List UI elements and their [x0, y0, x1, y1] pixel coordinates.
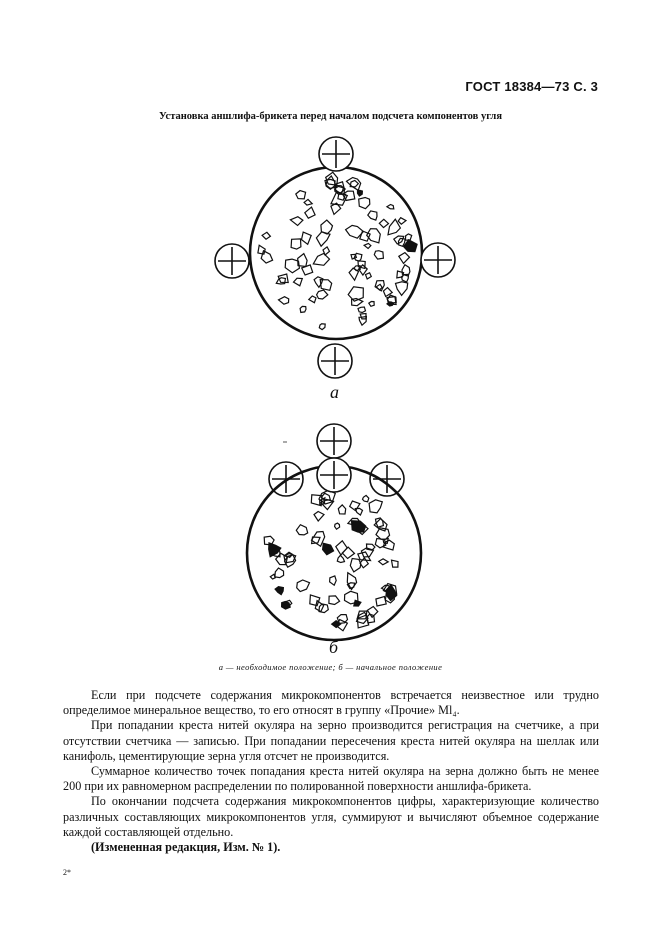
grain: [398, 218, 406, 225]
grain: [323, 247, 330, 255]
grain: [300, 306, 306, 312]
grain: [258, 245, 265, 254]
grain: [399, 253, 410, 264]
crosshair-top-a: [319, 137, 353, 171]
grain: [326, 172, 338, 185]
dark-grain: [404, 240, 418, 252]
paragraph-2: При попадании креста нитей окуляра на зерно производится регистрация на счетчике, а при отсутствии счетчика — записью. При попадании пересечения креста нитей окуляра на шеллак или канифоль, цементирующие зерна угля отсчет не производится.: [63, 718, 599, 763]
grain: [379, 219, 388, 227]
grain: [294, 278, 303, 286]
grain: [336, 541, 347, 555]
crosshair-bottom-a: [318, 344, 352, 378]
page-mark: 2*: [63, 868, 71, 877]
grain: [338, 505, 345, 514]
grain: [302, 232, 312, 244]
figure-caption: а — необходимое положение; б — начальное положение: [218, 662, 443, 672]
grain: [350, 559, 361, 572]
grain: [313, 254, 329, 266]
grain: [337, 555, 344, 562]
crosshair-left-a: [215, 244, 249, 278]
grain: [305, 207, 315, 218]
grain: [347, 583, 354, 589]
grain: [296, 525, 307, 535]
amendment-note: (Измененная редакция, Изм. № 1).: [91, 840, 281, 855]
grain: [358, 261, 365, 269]
grain: [290, 217, 303, 226]
grain: [396, 282, 408, 296]
grain: [387, 205, 394, 209]
grain: [321, 499, 334, 509]
grain: [376, 528, 390, 540]
grain: [369, 500, 382, 513]
grain: [359, 317, 366, 326]
dark-grain: [282, 602, 291, 610]
grain: [376, 597, 386, 607]
grains-a: [258, 172, 417, 329]
grain: [270, 574, 275, 579]
grain: [345, 591, 359, 604]
grain: [262, 232, 270, 239]
dark-grain: [323, 543, 334, 555]
grain: [276, 278, 285, 284]
grain: [329, 596, 340, 605]
figure-label-a: а: [330, 382, 339, 402]
grain: [368, 211, 377, 220]
crosshair-center-b: [317, 458, 351, 492]
grain: [314, 277, 323, 288]
grain: [363, 495, 369, 501]
grain: [296, 191, 306, 199]
grain: [314, 512, 324, 522]
body-text: [63, 688, 599, 855]
grain: [351, 254, 356, 259]
grain: [279, 297, 289, 305]
grain: [366, 273, 372, 279]
dark-grain: [358, 190, 363, 196]
crosshair-right-b: [370, 462, 404, 496]
grain: [309, 296, 316, 303]
grain: [364, 243, 371, 248]
grain: [349, 268, 358, 280]
grain: [310, 595, 320, 606]
grain: [392, 560, 399, 567]
grain: [379, 559, 389, 565]
grain: [342, 547, 354, 558]
grain: [297, 580, 310, 592]
grain: [337, 615, 347, 624]
grain: [304, 199, 312, 205]
paragraph-3: Суммарное количество точек попадания креста нитей окуляра на зерна должно быть не менее 200 при их равномерном распределении по полированной поверхности аншлифа-брикета.: [63, 764, 599, 794]
grain: [330, 576, 337, 585]
diagram-b: [247, 424, 421, 640]
grain: [358, 307, 366, 313]
grain: [321, 220, 333, 234]
crosshair-left-b: [269, 462, 303, 496]
grain: [350, 501, 360, 511]
paragraph-4: По окончании подсчета содержания микрокомпонентов цифры, характеризующие количество различных составляющих микрокомпонентов угля, суммируют и вычисляют объемное содержание каждой составляющей отдельно.: [63, 794, 599, 839]
grain: [312, 537, 320, 544]
document-header: ГОСТ 18384—73 С. 3: [465, 79, 598, 94]
grain: [369, 302, 374, 307]
paragraph-1: Если при подсчете содержания микрокомпонентов встречается неизвестное или трудно определимое минеральное вещество, то его относят в группу «Прочие» Ml₄.: [63, 688, 599, 718]
crosshair-right-a: [421, 243, 455, 277]
grain: [317, 290, 328, 299]
grain: [376, 284, 382, 290]
dark-grain: [275, 587, 283, 595]
grain: [319, 324, 325, 330]
grain: [291, 239, 301, 249]
grain: [374, 251, 383, 259]
grain: [275, 568, 284, 578]
grain: [367, 229, 381, 243]
figure-title: Установка аншлифа-брикета перед началом подсчета компонентов угля: [158, 111, 502, 122]
diagram-a: [215, 137, 455, 378]
grain: [261, 251, 272, 263]
grain: [397, 271, 404, 278]
figure-label-b: б: [329, 637, 339, 657]
grain: [359, 198, 370, 209]
grain: [335, 523, 340, 529]
crosshair-top-b: [317, 424, 351, 458]
grains-b: [264, 490, 398, 631]
